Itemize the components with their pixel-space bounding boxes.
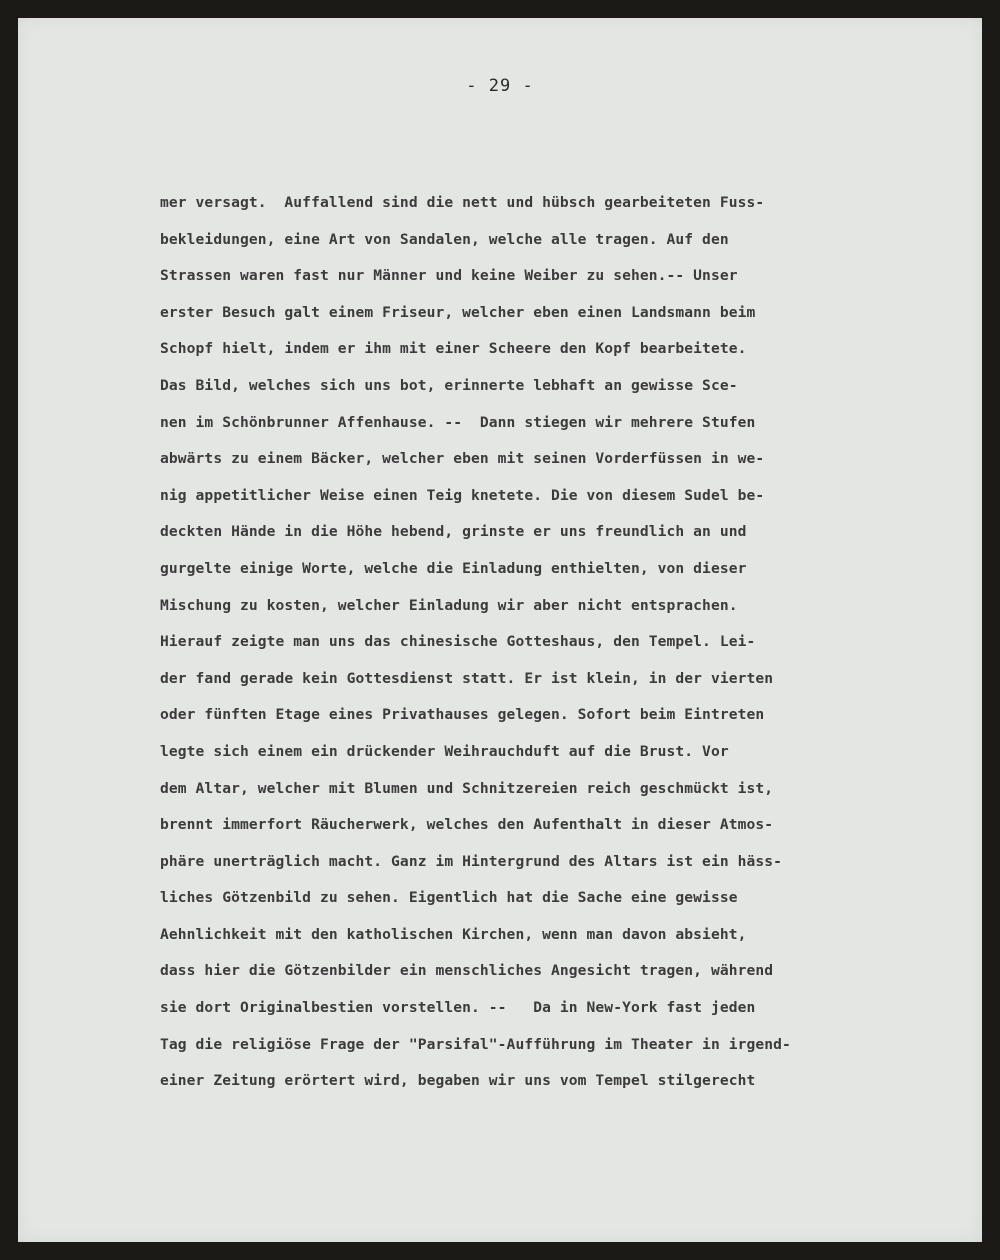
text-line: der fand gerade kein Gottesdienst statt. Er ist klein, in der vierten (160, 669, 774, 687)
text-line: gurgelte einige Worte, welche die Einladung enthielten, von dieser (160, 559, 747, 577)
text-line: Mischung zu kosten, welcher Einladung wir aber nicht entsprachen. (160, 596, 738, 614)
text-line: mer versagt. Auffallend sind die nett und hübsch gearbeiteten Fuss- (160, 194, 765, 211)
text-line: Tag die religiöse Frage der "Parsifal"-Aufführung im Theater in irgend- (160, 1035, 791, 1053)
text-line: nen im Schönbrunner Affenhause. -- Dann stiegen wir mehrere Stufen (160, 413, 756, 431)
text-line: erster Besuch galt einem Friseur, welcher eben einen Landsmann beim (160, 303, 756, 321)
text-line: abwärts zu einem Bäcker, welcher eben mit seinen Vorderfüssen in we- (160, 450, 765, 468)
document-page (18, 18, 982, 1242)
text-line: deckten Hände in die Höhe hebend, grinste er uns freundlich an und (160, 523, 747, 541)
text-line: legte sich einem ein drückender Weihrauchduft auf die Brust. Vor (160, 742, 729, 760)
page-number: - 29 - (466, 76, 534, 96)
text-line: dass hier die Götzenbilder ein menschliches Angesicht tragen, während (160, 962, 774, 980)
text-line: bekleidungen, eine Art von Sandalen, welche alle tragen. Auf den (160, 230, 729, 248)
text-line: Schopf hielt, indem er ihm mit einer Scheere den Kopf bearbeitete. (160, 340, 747, 358)
text-line: sie dort Originalbestien vorstellen. -- Da in New-York fast jeden (160, 999, 756, 1017)
text-line: Hierauf zeigte man uns das chinesische Gotteshaus, den Tempel. Lei- (160, 633, 756, 651)
text-line: dem Altar, welcher mit Blumen und Schnitzereien reich geschmückt ist, (160, 779, 774, 797)
text-line: oder fünften Etage eines Privathauses gelegen. Sofort beim Eintreten (160, 706, 765, 724)
text-line: nig appetitlicher Weise einen Teig knetete. Die von diesem Sudel be- (160, 486, 765, 504)
text-line: Das Bild, welches sich uns bot, erinnerte lebhaft an gewisse Sce- (160, 376, 738, 394)
body-text (160, 185, 980, 1100)
text-line: Strassen waren fast nur Männer und keine Weiber zu sehen.-- Unser (160, 267, 738, 285)
text-line: Aehnlichkeit mit den katholischen Kirchen, wenn man davon absieht, (160, 925, 747, 943)
text-line: einer Zeitung erörtert wird, begaben wir uns vom Tempel stilgerecht (160, 1072, 756, 1090)
text-line: brennt immerfort Räucherwerk, welches den Aufenthalt in dieser Atmos- (160, 816, 774, 834)
text-line: phäre unerträglich macht. Ganz im Hintergrund des Altars ist ein häss- (160, 852, 783, 870)
text-line: liches Götzenbild zu sehen. Eigentlich hat die Sache eine gewisse (160, 889, 738, 907)
